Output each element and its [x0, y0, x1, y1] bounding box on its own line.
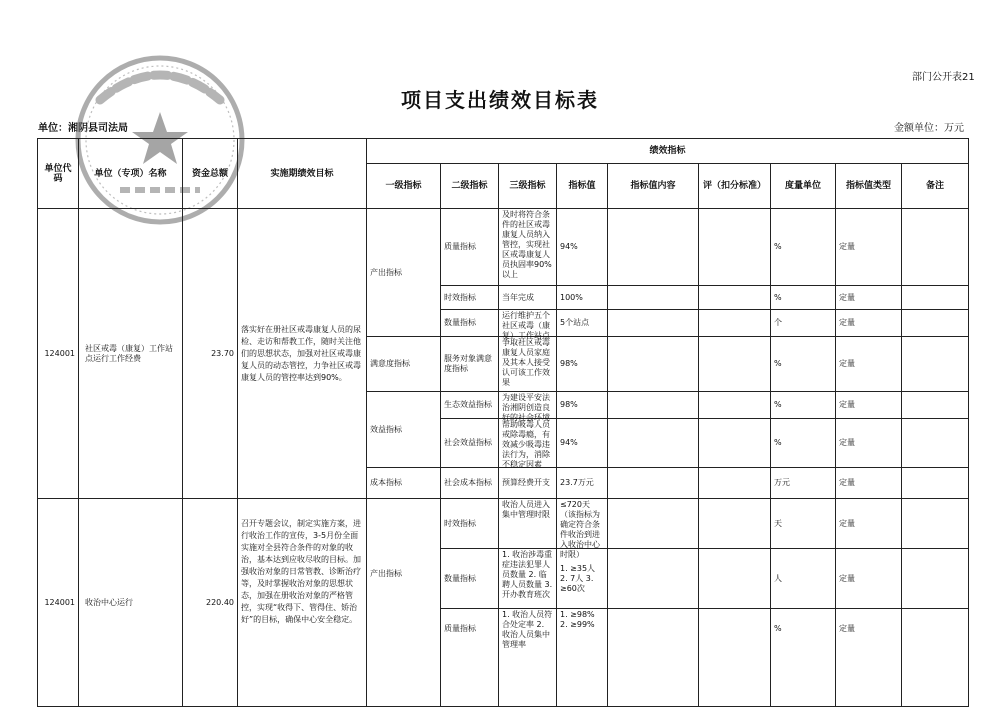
level1-cell: 满意度指标 [370, 359, 410, 368]
value-type: 定量 [839, 242, 855, 251]
col-header-value: 指标值 [568, 181, 596, 191]
level3-cell: 帮助吸毒人员戒除毒瘾，有效减少吸毒违法行为，消除不稳定因素 [502, 420, 550, 469]
col-header-value-content: 指标值内容 [630, 181, 676, 191]
level3-cell: 及时将符合条件的社区戒毒康复人员纳入管控，实现社区戒毒康复人员执固率90%以上 [502, 210, 552, 279]
level3-cell: 争取社区戒毒康复人员家庭及其本人接受认可该工作效果 [502, 338, 550, 387]
level3-cell: 1. 收治涉毒重症违法犯罪人员数量 2. 临聘人员数量 3. 开办教育班次 [502, 550, 553, 599]
project-name: 社区戒毒（康复）工作站点运行工作经费 [85, 343, 173, 363]
level3-cell: 收治人员进入集中管理时限 [502, 500, 550, 519]
level2-cell: 数量指标 [444, 573, 476, 583]
level2-cell: 社会成本指标 [444, 478, 492, 487]
value-type: 定量 [839, 292, 855, 302]
indicator-value: 94% [560, 242, 578, 251]
measure-unit: % [774, 400, 782, 409]
indicator-value: 1. ≥35人 2. 7人 3. ≥60次 [560, 563, 596, 593]
col-header-unit-name: 单位（专项）名称 [94, 168, 167, 179]
level1-cell: 产出指标 [370, 267, 402, 277]
level3-cell: 1. 收治人员符合处定率 2. 收治人员集中管理率 [502, 610, 553, 649]
project-code: 124001 [44, 597, 75, 607]
level1-cell: 产出指标 [370, 569, 402, 578]
col-header-level2: 二级指标 [451, 181, 488, 191]
level1-cell: 效益指标 [370, 424, 402, 434]
project-amount: 23.70 [211, 348, 234, 358]
measure-unit: 万元 [774, 478, 790, 487]
project-goal: 落实好在册社区戒毒康复人员的尿检、走访和帮教工作，随时关注他们的思想状态，加强对社区戒毒康复人员的动态管控，力争社区戒毒康复人员的管控率达到90%。 [241, 324, 361, 382]
amount-unit-label: 金额单位：万元 [894, 123, 964, 134]
col-header-measure-unit: 度量单位 [784, 181, 821, 191]
project-amount: 220.40 [206, 597, 234, 607]
level2-cell: 时效指标 [444, 292, 476, 302]
project-code: 124001 [44, 348, 75, 358]
indicator-value: 94% [560, 438, 578, 447]
value-type: 定量 [839, 478, 855, 487]
unit-label: 单位：湘阴县司法局 [38, 123, 128, 134]
col-header-level1: 一级指标 [385, 181, 422, 191]
project-name: 收治中心运行 [85, 597, 133, 607]
form-code: 部门公开表21 [912, 72, 975, 83]
level3-cell: 为建设平安法治湘阴创造良好的社会环境 [502, 393, 550, 422]
level2-cell: 数量指标 [444, 318, 476, 327]
level3-cell: 预算经费开支 [502, 478, 550, 487]
level2-cell: 质量指标 [444, 624, 476, 633]
col-header-unit-code: 单位代码 [44, 163, 72, 184]
measure-unit: % [774, 624, 782, 633]
indicator-value: ≤720天（该指标为确定符合条件收治到进入收治中心时限） [560, 500, 600, 559]
indicator-value: 5个站点 [560, 318, 590, 327]
col-header-funds-total: 资金总额 [191, 168, 228, 179]
indicator-value: 98% [560, 400, 578, 409]
level3-cell: 当年完成 [502, 292, 534, 302]
measure-unit: % [774, 438, 782, 447]
col-header-level3: 三级指标 [509, 181, 546, 191]
col-header-remark: 备注 [925, 181, 944, 191]
indicator-value: 1. ≥98% 2. ≥99% [560, 610, 595, 629]
col-header-score: 评（扣分标准） [702, 181, 766, 191]
indicator-value: 23.7万元 [560, 478, 594, 487]
col-header-value-type: 指标值类型 [845, 181, 891, 191]
level2-cell: 质量指标 [444, 242, 476, 251]
indicator-value: 98% [560, 359, 578, 368]
level2-cell: 服务对象满意度指标 [444, 354, 492, 373]
measure-unit: 人 [774, 573, 782, 583]
measure-unit: 个 [774, 318, 782, 327]
level2-cell: 生态效益指标 [444, 400, 492, 409]
measure-unit: 天 [774, 518, 782, 528]
measure-unit: % [774, 359, 782, 368]
value-type: 定量 [839, 359, 855, 368]
value-type: 定量 [839, 318, 855, 327]
measure-unit: % [774, 242, 782, 251]
level2-cell: 社会效益指标 [444, 438, 492, 447]
value-type: 定量 [839, 438, 855, 447]
value-type: 定量 [839, 573, 855, 583]
page-title: 项目支出绩效目标表 [401, 88, 599, 112]
value-type: 定量 [839, 400, 855, 409]
project-goal: 召开专题会议，制定实施方案，进行收治工作的宣传，3-5月份全面实施对全县符合条件的对象的收治，基本达到应收尽收的目标。加强收治对象的日常管教、诊断治疗等，及时掌握收治对象的思想状态，加强在册收治对象的严格管控，实现“收得下、管得住、矫治好”的目标，确保中心安全稳定。 [241, 519, 361, 624]
level2-cell: 时效指标 [444, 518, 476, 528]
level1-cell: 成本指标 [370, 478, 402, 487]
measure-unit: % [774, 292, 782, 302]
col-header-goal: 实施期绩效目标 [270, 168, 334, 179]
value-type: 定量 [839, 624, 855, 633]
value-type: 定量 [839, 518, 855, 528]
col-header-indicators: 绩效指标 [649, 146, 686, 156]
indicator-value: 100% [560, 292, 583, 302]
level3-cell: 运行维护五个社区戒毒（康复）工作站点 [502, 311, 550, 340]
